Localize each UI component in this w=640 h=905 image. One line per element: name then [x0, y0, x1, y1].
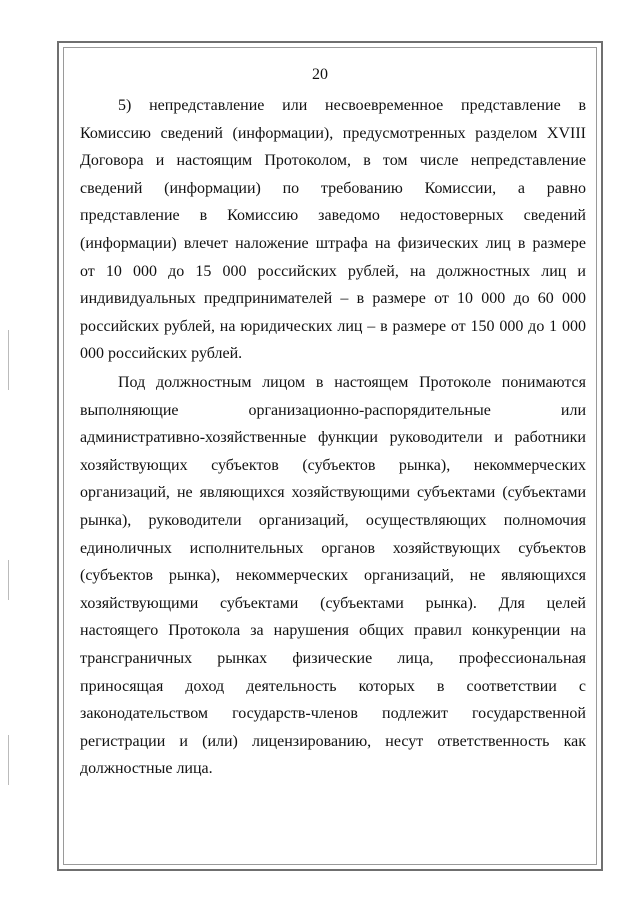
text-line: (субъектов рынка), некоммерческих организаций, не являющихся [80, 567, 586, 585]
text-line: трансграничных рынках физические лица, профессиональная [80, 649, 586, 667]
paragraph-official-definition [80, 369, 586, 783]
text-line: Под должностным лицом в настоящем Протоколе понимаются [118, 374, 586, 391]
text-line: рынка), руководители организаций, осуществляющих полномочия [80, 511, 586, 529]
text-line: приносящая доход деятельность которых в соответствии с [80, 677, 586, 695]
text-line: представление в Комиссию заведомо недостоверных сведений [80, 207, 586, 225]
text-line: административно-хозяйственные функции руководители и работники [80, 429, 586, 447]
text-line: от 10 000 до 15 000 российских рублей, на должностных лиц и [80, 262, 586, 280]
text-line: Комиссию сведений (информации), предусмотренных разделом XVIII [80, 124, 586, 142]
paragraph-penalty [80, 92, 586, 368]
text-line: индивидуальных предпринимателей – в размере от 10 000 до 60 000 [80, 290, 586, 308]
text-line: 5) непредставление или несвоевременное представление в [118, 97, 586, 114]
text-line: должностные лица. [80, 760, 213, 778]
text-line: сведений (информации) по требованию Комиссии, а равно [80, 179, 586, 197]
text-line: законодательством государств-членов подлежит государственной [80, 705, 586, 723]
page-number: 20 [312, 66, 328, 83]
text-line: хозяйствующих субъектов (субъектов рынка), некоммерческих [80, 456, 586, 474]
text-line: выполняющие организационно-распорядительные или [80, 401, 586, 419]
text-line: регистрации и (или) лицензированию, несут ответственность как [80, 732, 586, 750]
text-line: Договора и настоящим Протоколом, в том числе непредставление [80, 152, 586, 170]
text-line: российских рублей, на юридических лиц – в размере от 150 000 до 1 000 [80, 317, 586, 335]
text-line: хозяйствующими субъектами (субъектами рынка). Для целей [80, 594, 586, 612]
text-line: организаций, не являющихся хозяйствующими субъектами (субъектами [80, 484, 586, 502]
scan-edge-mark [8, 735, 9, 785]
text-line: единоличных исполнительных органов хозяйствующих субъектов [80, 539, 586, 557]
text-line: (информации) влечет наложение штрафа на физических лиц в размере [80, 234, 586, 252]
scan-edge-mark [8, 330, 9, 390]
text-line: 000 российских рублей. [80, 345, 243, 363]
text-line: настоящего Протокола за нарушения общих правил конкуренции на [80, 622, 586, 640]
scan-edge-mark [8, 560, 9, 600]
